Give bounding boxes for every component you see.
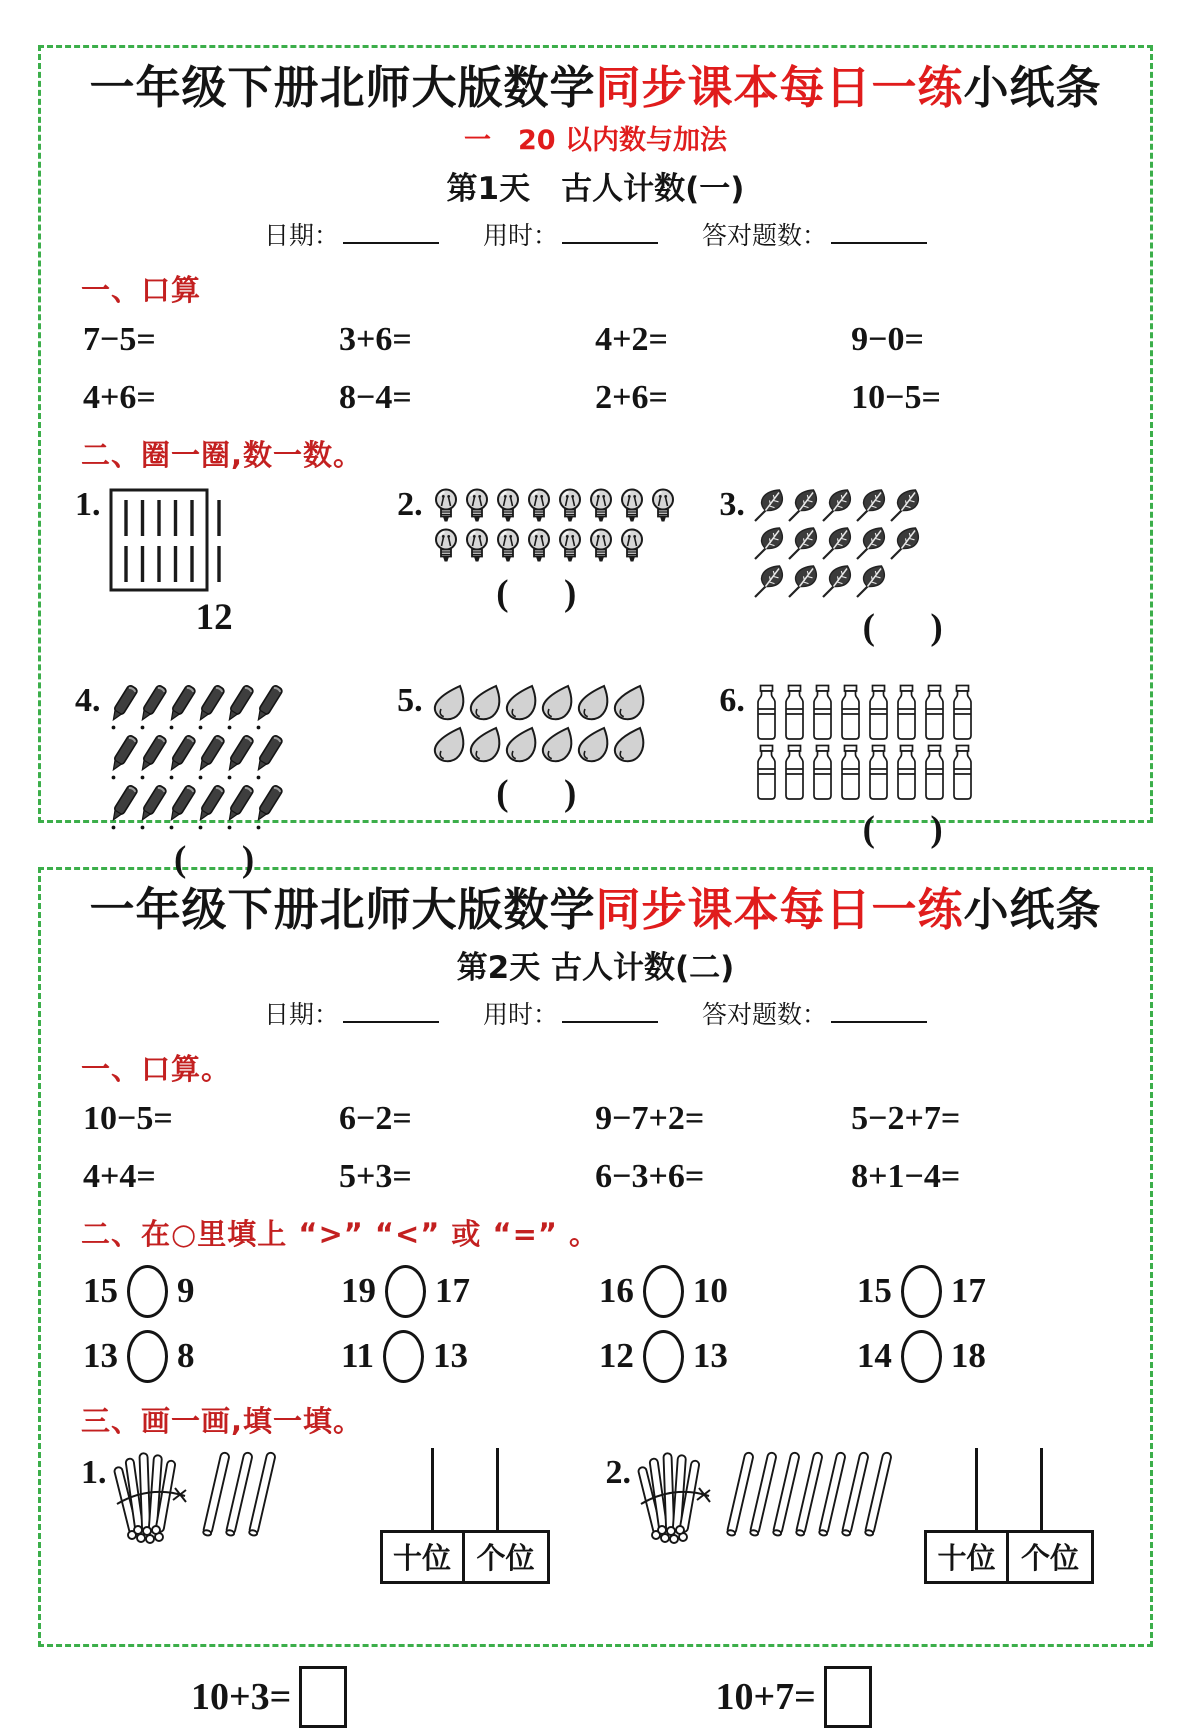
leaf-icon (855, 526, 888, 561)
left-number: 15 (83, 1271, 118, 1311)
worksheet-day2 (38, 867, 1153, 1718)
right-number: 17 (434, 1271, 470, 1311)
time-blank (562, 999, 658, 1023)
right-number: 10 (692, 1271, 728, 1311)
tens-label: 十位 (927, 1533, 1009, 1581)
item-number: 1. (75, 485, 101, 523)
pencil-icon (254, 784, 282, 831)
count-answer: ( ) (174, 838, 255, 880)
compare-circle (901, 1265, 942, 1318)
water-drop-icon (467, 684, 502, 723)
water-drop-icon (575, 726, 610, 765)
counting-stick-icon (844, 1450, 867, 1542)
compare-circle (901, 1330, 942, 1383)
section-heading-oral-calc: 一、口算 (81, 272, 202, 307)
light-bulb-icon (431, 528, 461, 565)
count-answer: ( ) (496, 572, 577, 614)
leaf-icon (753, 564, 786, 599)
pencil-icon (167, 684, 195, 731)
page-title (41, 884, 1150, 936)
left-number: 12 (598, 1336, 634, 1376)
leaf-icon (855, 488, 888, 523)
light-bulb-icon (617, 528, 647, 565)
leaf-icon (821, 488, 854, 523)
icon-row (753, 744, 977, 801)
counting-item (719, 680, 1130, 881)
pencil-icon (109, 784, 137, 831)
worksheet-day1 (38, 45, 1153, 880)
stand-wire (1040, 1448, 1043, 1530)
water-drop-icon (431, 726, 466, 765)
counting-stick-icon (729, 1450, 752, 1542)
tally-box-icon (109, 488, 235, 592)
counting-stick-icon (251, 1450, 274, 1542)
pencil-icon (109, 734, 137, 781)
counting-item (397, 484, 719, 680)
ones-label: 个位 (1020, 1541, 1079, 1576)
counting-stick-icon (867, 1450, 890, 1542)
title-part-black: 一年级下册北师大版数学 (89, 883, 596, 936)
oral-calc-problems (41, 1100, 1150, 1196)
date-label: 日期： (264, 220, 340, 250)
right-number: 18 (950, 1336, 986, 1376)
sticks-group (115, 1450, 274, 1546)
light-bulb-icon (555, 488, 585, 525)
count-answer: 12 (195, 596, 233, 638)
math-problem: 3+6= (339, 320, 412, 358)
bottle-icon (753, 744, 780, 801)
icon-row (753, 684, 977, 741)
page-title (41, 62, 1150, 114)
bottle-icon (837, 684, 864, 741)
light-bulb-icon (493, 528, 523, 565)
bulb-group (431, 488, 679, 568)
bottle-icon (949, 744, 976, 801)
day-title: 第1天 古人计数(一) (446, 170, 745, 207)
right-number: 8 (177, 1336, 195, 1376)
equation-text: 10+3= (191, 1675, 292, 1718)
meta-line (41, 216, 1150, 252)
counting-stick-icon (752, 1450, 775, 1542)
icon-row (431, 528, 679, 565)
pencil-icon (138, 684, 166, 731)
light-bulb-icon (524, 528, 554, 565)
place-value-stand (380, 1448, 550, 1584)
bottle-icon (921, 684, 948, 741)
stick-bundle-icon (115, 1450, 189, 1546)
stand-wire (975, 1448, 978, 1530)
item-number: 6. (719, 681, 745, 719)
leaf-icon (889, 488, 922, 523)
math-problem: 4+6= (83, 378, 156, 416)
title-part-red: 同步课本每日一练 (595, 883, 964, 936)
meta-line (41, 995, 1150, 1031)
math-problem: 4+2= (595, 320, 668, 358)
pencil-icon (225, 734, 253, 781)
icon-row (109, 784, 283, 831)
stand-wires (400, 1448, 530, 1530)
water-drop-icon (539, 726, 574, 765)
leaf-icon (753, 488, 786, 523)
date-blank (343, 999, 439, 1023)
pencil-icon (254, 684, 282, 731)
pencil-icon (138, 784, 166, 831)
left-number: 11 (340, 1336, 375, 1376)
title-part-black: 一年级下册北师大版数学 (89, 61, 596, 114)
pencil-icon (109, 684, 137, 731)
pencil-icon (196, 734, 224, 781)
compare-circle (385, 1265, 426, 1318)
water-drop-icon (575, 684, 610, 723)
oral-calc-problems (41, 321, 1150, 417)
left-number: 13 (83, 1336, 118, 1376)
light-bulb-icon (617, 488, 647, 525)
math-problem: 8−4= (339, 378, 412, 416)
bottle-icon (865, 684, 892, 741)
bottle-icon (949, 684, 976, 741)
pencil-icon (225, 784, 253, 831)
section-heading-circle-count: 二、圈一圈,数一数。 (81, 437, 364, 472)
item-number: 5. (397, 681, 423, 719)
water-drop-icon (503, 726, 538, 765)
equation-half (606, 1666, 1131, 1728)
comparison-item (857, 1265, 1120, 1318)
bottle-icon (865, 744, 892, 801)
math-problem: 9−7+2= (595, 1099, 705, 1137)
math-problem: 4+4= (83, 1157, 156, 1195)
tens-label: 十位 (383, 1533, 465, 1581)
comparison-item (341, 1330, 599, 1383)
answer-box (824, 1666, 872, 1728)
left-number: 19 (340, 1271, 376, 1311)
pencil-icon (196, 684, 224, 731)
leaf-icon (787, 564, 820, 599)
leaf-icon (787, 526, 820, 561)
right-number: 13 (433, 1336, 469, 1376)
leaf-icon (889, 526, 922, 561)
leaf-group (753, 488, 923, 602)
date-label: 日期： (264, 999, 340, 1029)
comparison-item (341, 1265, 599, 1318)
section-heading-draw-fill: 三、画一画,填一填。 (81, 1403, 364, 1438)
right-number: 9 (177, 1271, 195, 1311)
item-number: 2. (605, 1453, 631, 1491)
bottle-icon (753, 684, 780, 741)
comparison-grid (41, 1265, 1150, 1383)
score-label: 答对题数： (701, 999, 827, 1029)
bottle-group (753, 684, 977, 804)
math-problem: 2+6= (595, 378, 668, 416)
leaf-icon (855, 564, 888, 599)
answer-box (299, 1666, 347, 1728)
pencil-icon (167, 784, 195, 831)
compare-circle (643, 1265, 684, 1318)
leaf-icon (821, 564, 854, 599)
score-label: 答对题数： (701, 220, 827, 250)
equation (716, 1666, 1131, 1728)
icon-row (753, 526, 923, 561)
equation-half (81, 1666, 606, 1728)
bottle-icon (809, 744, 836, 801)
comparison-item (83, 1265, 341, 1318)
score-blank (831, 999, 927, 1023)
ones-label: 个位 (476, 1541, 535, 1576)
counting-stick-icon (228, 1450, 251, 1542)
counting-stick-icon (798, 1450, 821, 1542)
count-answer: ( ) (496, 772, 577, 814)
bottle-icon (893, 744, 920, 801)
water-drop-icon (431, 684, 466, 723)
math-problem: 9−0= (851, 320, 924, 358)
water-drop-icon (611, 726, 646, 765)
stick-bundle-icon (639, 1450, 713, 1546)
time-label: 用时： (482, 220, 558, 250)
equation-text: 10+7= (715, 1675, 816, 1718)
stand-wire (496, 1448, 499, 1530)
water-drop-icon (503, 684, 538, 723)
section-heading-oral-calc: 一、口算。 (81, 1051, 232, 1086)
counting-item (397, 680, 719, 881)
icon-row (431, 488, 679, 525)
counting-item (75, 484, 397, 680)
item-number: 4. (75, 681, 101, 719)
icon-row (753, 488, 923, 523)
light-bulb-icon (431, 488, 461, 525)
leaf-icon (787, 488, 820, 523)
comparison-item (83, 1330, 341, 1383)
comparison-item (857, 1330, 1120, 1383)
place-value-stand (924, 1448, 1094, 1584)
title-part-black: 小纸条 (963, 883, 1102, 936)
title-part-black: 小纸条 (963, 61, 1102, 114)
light-bulb-icon (493, 488, 523, 525)
math-problem: 5+3= (339, 1157, 412, 1195)
unit-subtitle: 一 20 以内数与加法 (464, 124, 727, 156)
counting-stick-icon (821, 1450, 844, 1542)
compare-circle (383, 1330, 424, 1383)
leaf-icon (821, 526, 854, 561)
bottle-icon (837, 744, 864, 801)
right-number: 17 (950, 1271, 986, 1311)
comparison-item (599, 1330, 857, 1383)
math-problem: 5−2+7= (851, 1099, 961, 1137)
water-drop-icon (467, 726, 502, 765)
math-problem: 6−3+6= (595, 1157, 705, 1195)
place-value-table (380, 1530, 550, 1584)
day-title: 第2天 古人计数(二) (456, 949, 735, 986)
counting-stick-icon (205, 1450, 228, 1542)
light-bulb-icon (524, 488, 554, 525)
stand-wire (431, 1448, 434, 1530)
loose-sticks (729, 1450, 890, 1542)
count-answer: ( ) (862, 808, 943, 850)
equation-row (41, 1666, 1150, 1728)
section-heading-compare: 二、在○里填上 “>” “<” 或 “=” 。 (81, 1216, 600, 1251)
icon-row (431, 726, 647, 765)
draw-item (81, 1448, 606, 1666)
light-bulb-icon (462, 488, 492, 525)
item-number: 1. (81, 1453, 107, 1491)
light-bulb-icon (648, 488, 678, 525)
pencil-icon (225, 684, 253, 731)
pencil-group (109, 684, 283, 834)
math-problem: 10−5= (83, 1099, 173, 1137)
draw-item (606, 1448, 1131, 1666)
math-problem: 10−5= (851, 378, 941, 416)
place-value-table (924, 1530, 1094, 1584)
left-number: 15 (856, 1271, 892, 1311)
stand-wires (944, 1448, 1074, 1530)
time-blank (562, 220, 658, 244)
equation (191, 1666, 606, 1728)
left-number: 14 (856, 1336, 892, 1376)
light-bulb-icon (586, 488, 616, 525)
pencil-icon (254, 734, 282, 781)
light-bulb-icon (555, 528, 585, 565)
draw-fill-row (41, 1448, 1150, 1666)
tally-group (109, 488, 235, 592)
bottle-icon (893, 684, 920, 741)
water-drop-icon (539, 684, 574, 723)
bottle-icon (809, 684, 836, 741)
water-drop-icon (611, 684, 646, 723)
count-answer: ( ) (862, 606, 943, 648)
icon-row (431, 684, 647, 723)
pencil-icon (167, 734, 195, 781)
time-label: 用时： (482, 999, 558, 1029)
compare-circle (643, 1330, 684, 1383)
math-problem: 6−2= (339, 1099, 412, 1137)
math-problem: 8+1−4= (851, 1157, 961, 1195)
bottle-icon (781, 744, 808, 801)
loose-sticks (205, 1450, 274, 1542)
pencil-icon (196, 784, 224, 831)
icon-row (109, 684, 283, 731)
light-bulb-icon (586, 528, 616, 565)
counting-grid (41, 484, 1150, 881)
leaf-icon (753, 526, 786, 561)
counting-stick-icon (775, 1450, 798, 1542)
right-number: 13 (692, 1336, 728, 1376)
icon-row (109, 734, 283, 781)
item-number: 2. (397, 485, 423, 523)
pencil-icon (138, 734, 166, 781)
score-blank (831, 220, 927, 244)
bottle-icon (921, 744, 948, 801)
light-bulb-icon (462, 528, 492, 565)
left-number: 16 (598, 1271, 634, 1311)
date-blank (343, 220, 439, 244)
compare-circle (127, 1265, 168, 1318)
math-problem: 7−5= (83, 320, 156, 358)
counting-item (75, 680, 397, 881)
icon-row (753, 564, 923, 599)
counting-item (719, 484, 1130, 680)
title-part-red: 同步课本每日一练 (595, 61, 964, 114)
item-number: 3. (719, 485, 745, 523)
compare-circle (127, 1330, 168, 1383)
comparison-item (599, 1265, 857, 1318)
sticks-group (639, 1450, 890, 1546)
drop-group (431, 684, 647, 768)
bottle-icon (781, 684, 808, 741)
